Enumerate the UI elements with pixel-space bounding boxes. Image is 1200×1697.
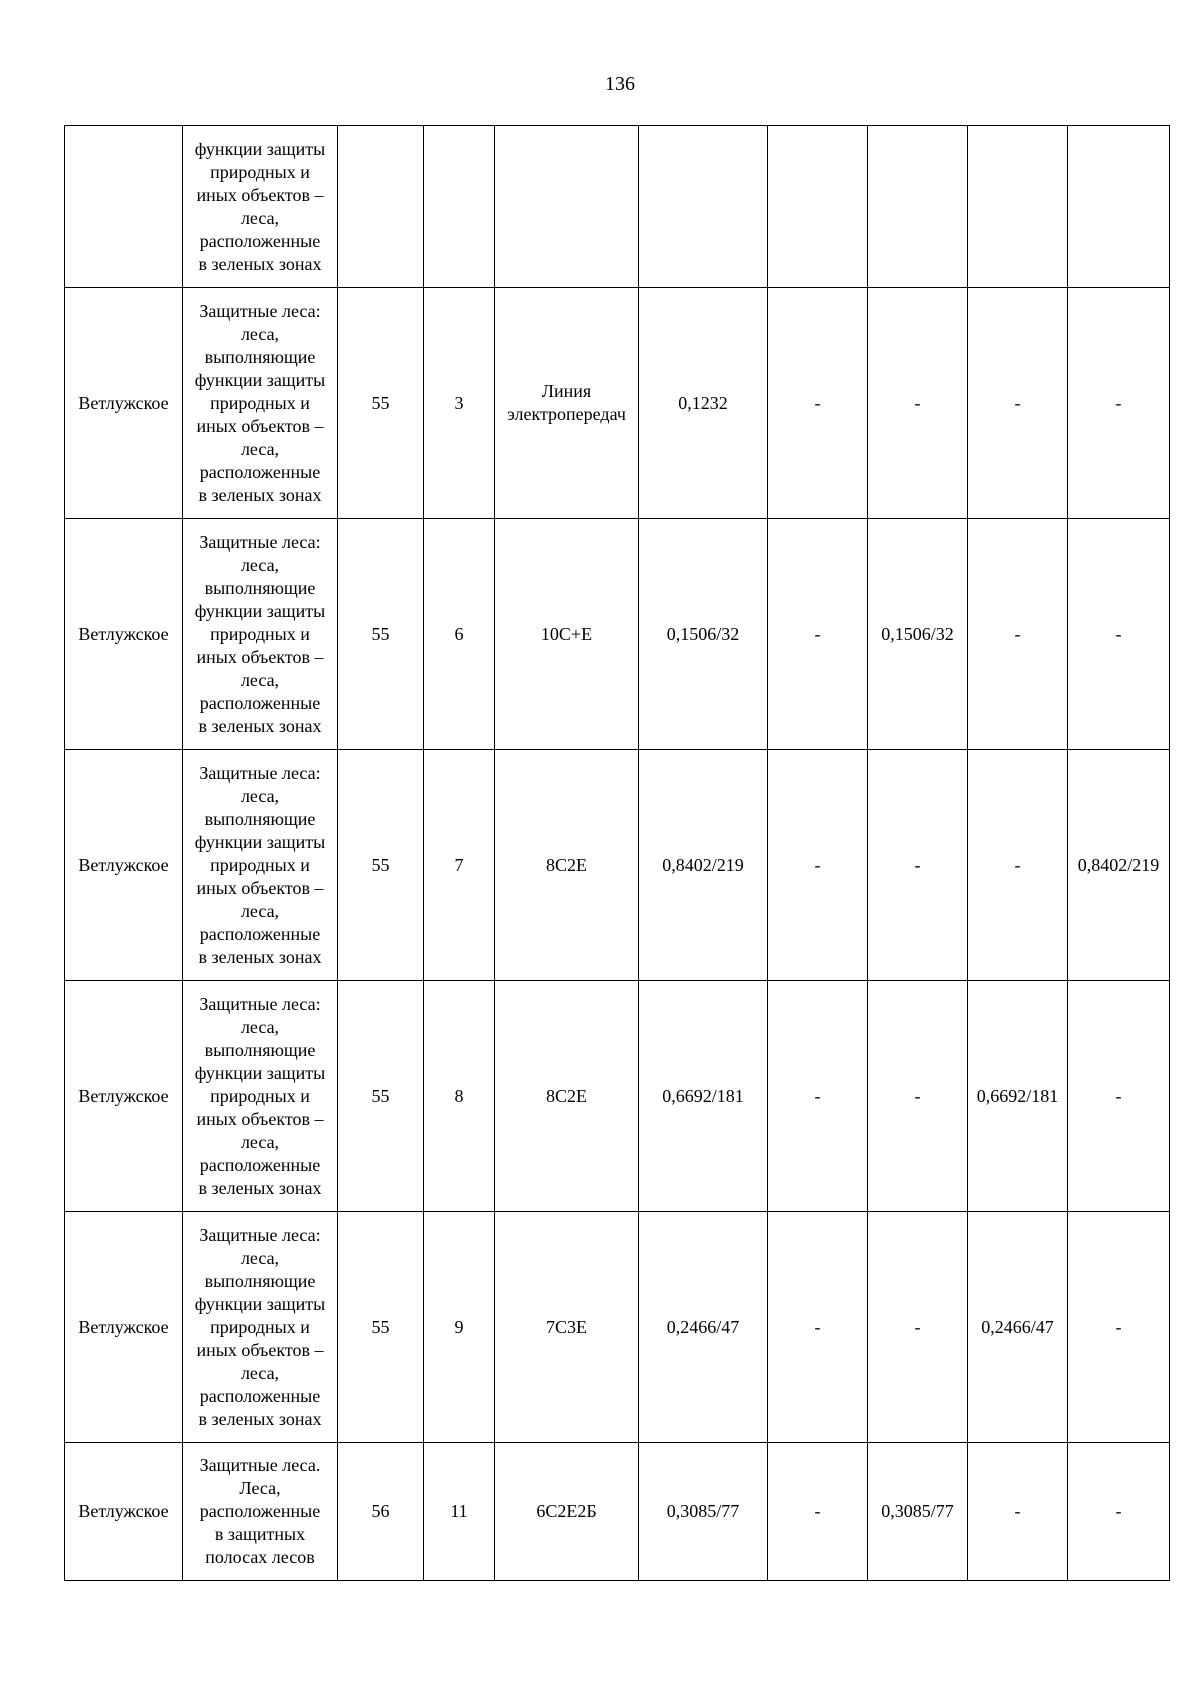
area-cell: 0,6692/181 bbox=[639, 981, 768, 1212]
value-cell-3: - bbox=[968, 519, 1068, 750]
area-cell: 0,2466/47 bbox=[639, 1212, 768, 1443]
composition-cell: Линия электропередач bbox=[495, 288, 639, 519]
protection-category-cell: Защитные леса: леса, выполняющие функции защиты природных и иных объектов – леса, расположенные в зеленых зонах bbox=[183, 519, 338, 750]
value-cell-2: - bbox=[868, 981, 968, 1212]
forestry-cell: Ветлужское bbox=[65, 1212, 183, 1443]
forestry-cell: Ветлужское bbox=[65, 519, 183, 750]
table-row bbox=[65, 981, 1170, 1212]
table-row bbox=[65, 519, 1170, 750]
table-row bbox=[65, 288, 1170, 519]
forestry-cell bbox=[65, 126, 183, 288]
composition-cell: 6С2Е2Б bbox=[495, 1443, 639, 1581]
composition-cell: 8С2Е bbox=[495, 750, 639, 981]
value-cell-3: - bbox=[968, 750, 1068, 981]
table-row bbox=[65, 126, 1170, 288]
table-row bbox=[65, 750, 1170, 981]
area-cell bbox=[639, 126, 768, 288]
plot-cell: 6 bbox=[424, 519, 495, 750]
value-cell-4: 0,8402/219 bbox=[1068, 750, 1170, 981]
value-cell-1 bbox=[768, 126, 868, 288]
area-cell: 0,1232 bbox=[639, 288, 768, 519]
value-cell-2: - bbox=[868, 288, 968, 519]
value-cell-3 bbox=[968, 126, 1068, 288]
value-cell-4 bbox=[1068, 126, 1170, 288]
value-cell-1: - bbox=[768, 1443, 868, 1581]
plot-cell: 8 bbox=[424, 981, 495, 1212]
value-cell-4: - bbox=[1068, 981, 1170, 1212]
table-row bbox=[65, 1443, 1170, 1581]
value-cell-1: - bbox=[768, 981, 868, 1212]
protection-category-cell: Защитные леса. Леса, расположенные в защитных полосах лесов bbox=[183, 1443, 338, 1581]
protection-category-cell: Защитные леса: леса, выполняющие функции защиты природных и иных объектов – леса, расположенные в зеленых зонах bbox=[183, 1212, 338, 1443]
value-cell-1: - bbox=[768, 750, 868, 981]
composition-cell: 8С2Е bbox=[495, 981, 639, 1212]
area-cell: 0,1506/32 bbox=[639, 519, 768, 750]
quarter-cell: 55 bbox=[338, 288, 424, 519]
value-cell-3: 0,6692/181 bbox=[968, 981, 1068, 1212]
area-cell: 0,3085/77 bbox=[639, 1443, 768, 1581]
value-cell-3: - bbox=[968, 288, 1068, 519]
table-row bbox=[65, 1212, 1170, 1443]
protection-category-cell: функции защиты природных и иных объектов – леса, расположенные в зеленых зонах bbox=[183, 126, 338, 288]
value-cell-2: - bbox=[868, 750, 968, 981]
value-cell-1: - bbox=[768, 288, 868, 519]
plot-cell: 9 bbox=[424, 1212, 495, 1443]
quarter-cell: 55 bbox=[338, 750, 424, 981]
value-cell-1: - bbox=[768, 1212, 868, 1443]
protection-category-cell: Защитные леса: леса, выполняющие функции защиты природных и иных объектов – леса, расположенные в зеленых зонах bbox=[183, 750, 338, 981]
quarter-cell: 55 bbox=[338, 519, 424, 750]
composition-cell: 10С+Е bbox=[495, 519, 639, 750]
quarter-cell: 55 bbox=[338, 1212, 424, 1443]
plot-cell bbox=[424, 126, 495, 288]
value-cell-1: - bbox=[768, 519, 868, 750]
plot-cell: 7 bbox=[424, 750, 495, 981]
value-cell-2: 0,1506/32 bbox=[868, 519, 968, 750]
forestry-cell: Ветлужское bbox=[65, 1443, 183, 1581]
forestry-cell: Ветлужское bbox=[65, 288, 183, 519]
value-cell-4: - bbox=[1068, 288, 1170, 519]
quarter-cell: 55 bbox=[338, 981, 424, 1212]
value-cell-2: - bbox=[868, 1212, 968, 1443]
protection-category-cell: Защитные леса: леса, выполняющие функции защиты природных и иных объектов – леса, расположенные в зеленых зонах bbox=[183, 288, 338, 519]
plot-cell: 11 bbox=[424, 1443, 495, 1581]
composition-cell bbox=[495, 126, 639, 288]
area-cell: 0,8402/219 bbox=[639, 750, 768, 981]
value-cell-4: - bbox=[1068, 1443, 1170, 1581]
value-cell-2 bbox=[868, 126, 968, 288]
forestry-cell: Ветлужское bbox=[65, 981, 183, 1212]
value-cell-4: - bbox=[1068, 519, 1170, 750]
value-cell-2: 0,3085/77 bbox=[868, 1443, 968, 1581]
page-number: 136 bbox=[605, 73, 635, 95]
forestry-cell: Ветлужское bbox=[65, 750, 183, 981]
quarter-cell bbox=[338, 126, 424, 288]
quarter-cell: 56 bbox=[338, 1443, 424, 1581]
value-cell-3: 0,2466/47 bbox=[968, 1212, 1068, 1443]
protection-category-cell: Защитные леса: леса, выполняющие функции защиты природных и иных объектов – леса, расположенные в зеленых зонах bbox=[183, 981, 338, 1212]
plot-cell: 3 bbox=[424, 288, 495, 519]
value-cell-4: - bbox=[1068, 1212, 1170, 1443]
value-cell-3: - bbox=[968, 1443, 1068, 1581]
composition-cell: 7С3Е bbox=[495, 1212, 639, 1443]
forest-plots-table bbox=[64, 125, 1170, 1581]
